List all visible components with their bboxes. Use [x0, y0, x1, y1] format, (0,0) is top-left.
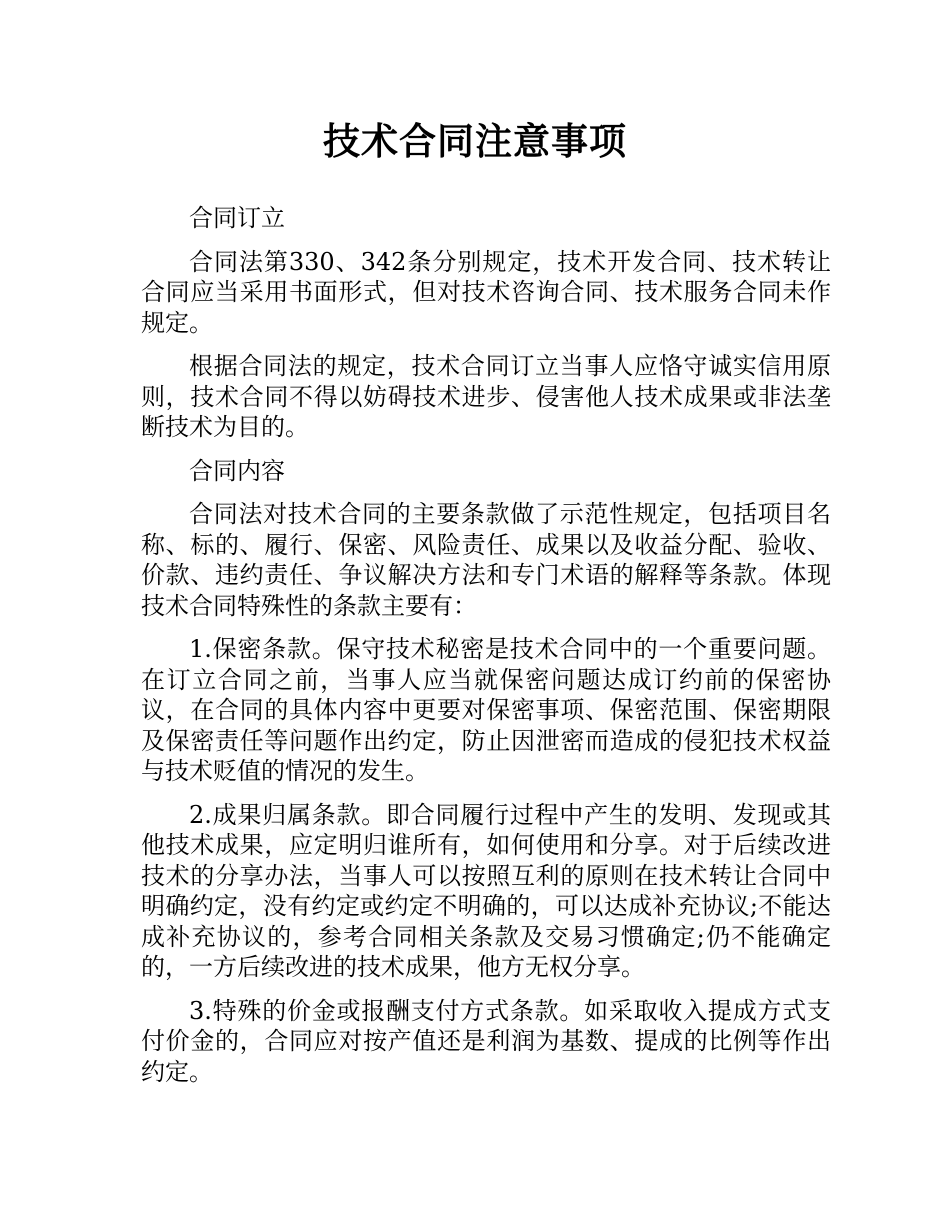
- list-item-payment: 3.特殊的价金或报酬支付方式条款。如采取收入提成方式支付价金的，合同应对按产值还是利润为基数、提成的比例等作出约定。: [141, 996, 831, 1086]
- list-item-ownership: 2.成果归属条款。即合同履行过程中产生的发明、发现或其他技术成果，应定明归谁所有，如何使用和分享。对于后续改进技术的分享办法，当事人可以按照互利的原则在技术转让合同中明确约定，没有约定或约定不明确的，可以达成补充协议;不能达成补充协议的，参考合同相关条款及交易习惯确定;仍不能确定的，一方后续改进的技术成果，他方无权分享。: [141, 800, 831, 981]
- document-title: 技术合同注意事项: [323, 120, 627, 163]
- paragraph-good-faith: 根据合同法的规定，技术合同订立当事人应恪守诚实信用原则，技术合同不得以妨碍技术进步、侵害他人技术成果或非法垄断技术为目的。: [141, 352, 831, 441]
- section-heading-contract-content: 合同内容: [189, 456, 285, 485]
- list-item-confidentiality: 1.保密条款。保守技术秘密是技术合同中的一个重要问题。在订立合同之前，当事人应当就保密问题达成订约前的保密协议，在合同的具体内容中更要对保密事项、保密范围、保密期限及保密责任等问题作出约定，防止因泄密而造成的侵犯技术权益与技术贬值的情况的发生。: [141, 635, 831, 785]
- document-body: [141, 203, 831, 1100]
- paragraph-written-form: 合同法第330、342条分别规定，技术开发合同、技术转让合同应当采用书面形式，但对技术咨询合同、技术服务合同未作规定。: [141, 247, 831, 337]
- paragraph-main-clauses: 合同法对技术合同的主要条款做了示范性规定，包括项目名称、标的、履行、保密、风险责任、成果以及收益分配、验收、价款、违约责任、争议解决方法和专门术语的解释等条款。体现技术合同特殊性的条款主要有：: [141, 500, 831, 620]
- section-heading-contract-signing: 合同订立: [189, 204, 285, 232]
